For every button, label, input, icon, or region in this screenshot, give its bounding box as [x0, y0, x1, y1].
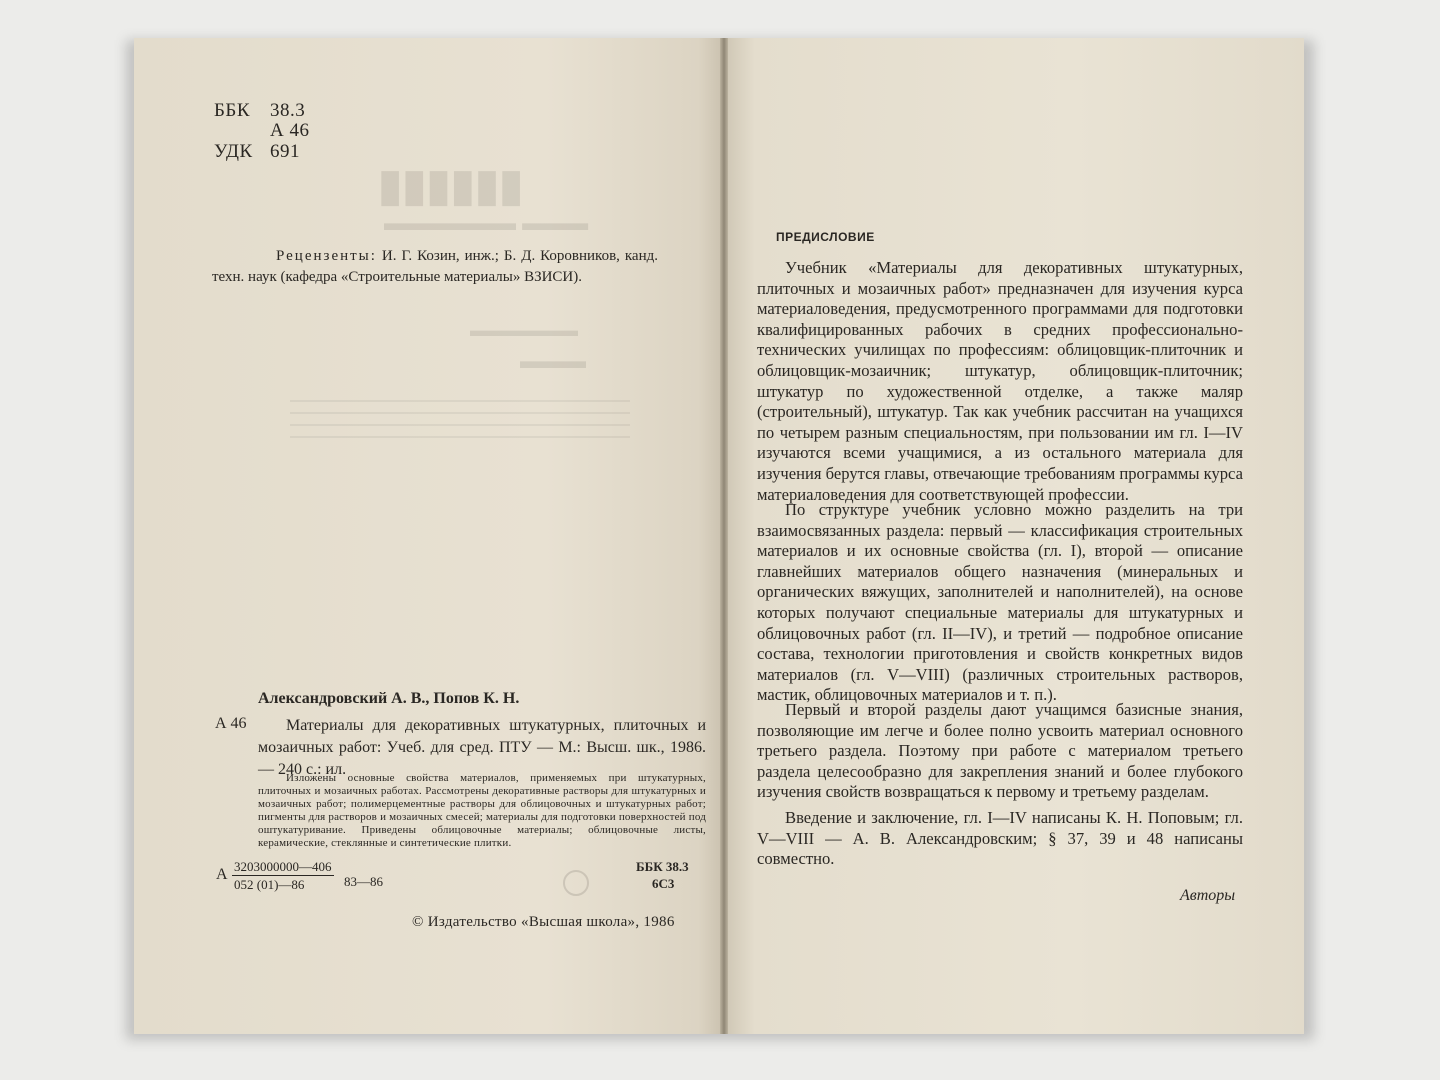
bbk-line	[214, 120, 309, 142]
show-through-lines	[290, 400, 630, 448]
paragraph	[757, 500, 1243, 706]
paragraph-text: Учебник «Материалы для декоративных штукатурных, плиточных и мозаичных работ» предназначен для изучения курса материаловедения, предусмотренного программами для подготовки квалифицированных рабочих в средних профессионально-технических училищах по профессиям: облицовщик-плиточник и облицовщик-мозаичник; штукатур, облицовщик-плиточник; штукатур по художественной отделке, а также маляр (строительный), штукатур. Так как учебник рассчитан на учащихся по четырем разным специальностям, при пользовании им гл. I—IV изучаются всеми учащимися, а из остального материала для изучения берутся главы, отвечающие требованиям программы курса материаловедения для соответствующей профессии.	[757, 258, 1243, 504]
isbn-tail: 83—86	[344, 874, 383, 889]
stamp-mark	[563, 870, 589, 896]
paragraph	[757, 700, 1243, 803]
bbk-value: 38.3	[270, 100, 306, 121]
authors: Александровский А. В., Попов К. Н.	[258, 690, 520, 707]
isbn-fraction	[232, 858, 334, 893]
show-through-mark: ▬▬▬ ▬▬▬▬▬▬	[384, 210, 589, 235]
udk-key: УДК	[214, 141, 253, 162]
signature: Авторы	[1180, 887, 1236, 904]
reviewers-label: Рецензенты:	[276, 248, 377, 264]
paragraph-text: Введение и заключение, гл. I—IV написаны К. Н. Поповым; гл. V—VIII — А. В. Александровским; § 37, 39 и 48 написаны совместно.	[757, 808, 1243, 869]
bbk-right	[636, 858, 689, 892]
book-gutter	[720, 38, 728, 1034]
bbk-right-line: ББК 38.3	[636, 859, 689, 874]
show-through-mark: ▬▬▬	[520, 348, 586, 373]
copyright: © Издательство «Высшая школа», 1986	[412, 914, 675, 930]
isbn-numerator: 3203000000—406	[234, 859, 332, 874]
paragraph-text: По структуре учебник условно можно разделить на три взаимосвязанных раздела: первый — классификация строительных материалов и их основные свойства (гл. I), второй — описание главнейших материалов общего назначения (минеральных и органических вяжущих, заполнителей и наполнителей), на основе которых получают специальные материалы для штукатурных и облицовочных работ (гл. II—IV), и третий — подробное описание состава, технологии приготовления и свойств конкретных видов материалов (гл. V—VIII) (различных строительных растворов, мастик, облицовочных материалов и т. п.).	[757, 500, 1243, 705]
show-through-mark: ▮▮▮▮▮▮	[378, 161, 524, 210]
paragraph	[757, 808, 1243, 870]
udk-value: 691	[270, 141, 300, 162]
paragraph	[757, 258, 1243, 505]
udk-line	[214, 141, 300, 163]
show-through-mark: ▬▬▬▬▬▬	[470, 320, 578, 340]
catalog-title: Материалы для декоративных штукатурных, плиточных и мозаичных работ: Учеб. для сред. ПТУ — М.: Высш. шк., 1986.— 240 с.: ил.	[258, 717, 706, 778]
annotation: Изложены основные свойства материалов, применяемых при штукатурных, плиточных и мозаичных работах. Рассмотрены декоративные растворы для штукатурных и мозаичных работ; полимерцементные растворы для облицовочных и штукатурных работ; пигменты для растворов и мозаичных смесей; материалы для подготовки поверхностей под оштукатуривание. Приведены облицовочные материалы; облицовочные листы, керамические, стеклянные и синтетические плитки.	[258, 772, 706, 849]
isbn-prefix: А	[216, 866, 228, 883]
bbk-right-line: 6С3	[652, 876, 675, 891]
preface-heading: ПРЕДИСЛОВИЕ	[776, 230, 875, 244]
isbn-denominator: 052 (01)—86	[234, 877, 305, 892]
bbk-value: А 46	[270, 120, 310, 141]
paragraph-text: Первый и второй разделы дают учащимся базисные знания, позволяющие им легче и более полно усвоить материал основного третьего раздела. Поэтому при работе с материалом третьего раздела целесообразно для закрепления знаний и более глубокого изучения свойств возвращаться к первому и третьему разделам.	[757, 700, 1243, 802]
reviewers	[212, 246, 658, 288]
bbk-line	[214, 100, 305, 122]
catalog-code: А 46	[215, 715, 247, 732]
bbk-key: ББК	[214, 100, 250, 121]
reviewers-text: И. Г. Козин, инж.; Б. Д. Коровников, канд. техн. наук (кафедра «Строительные материалы» ВЗИСИ).	[212, 248, 658, 285]
